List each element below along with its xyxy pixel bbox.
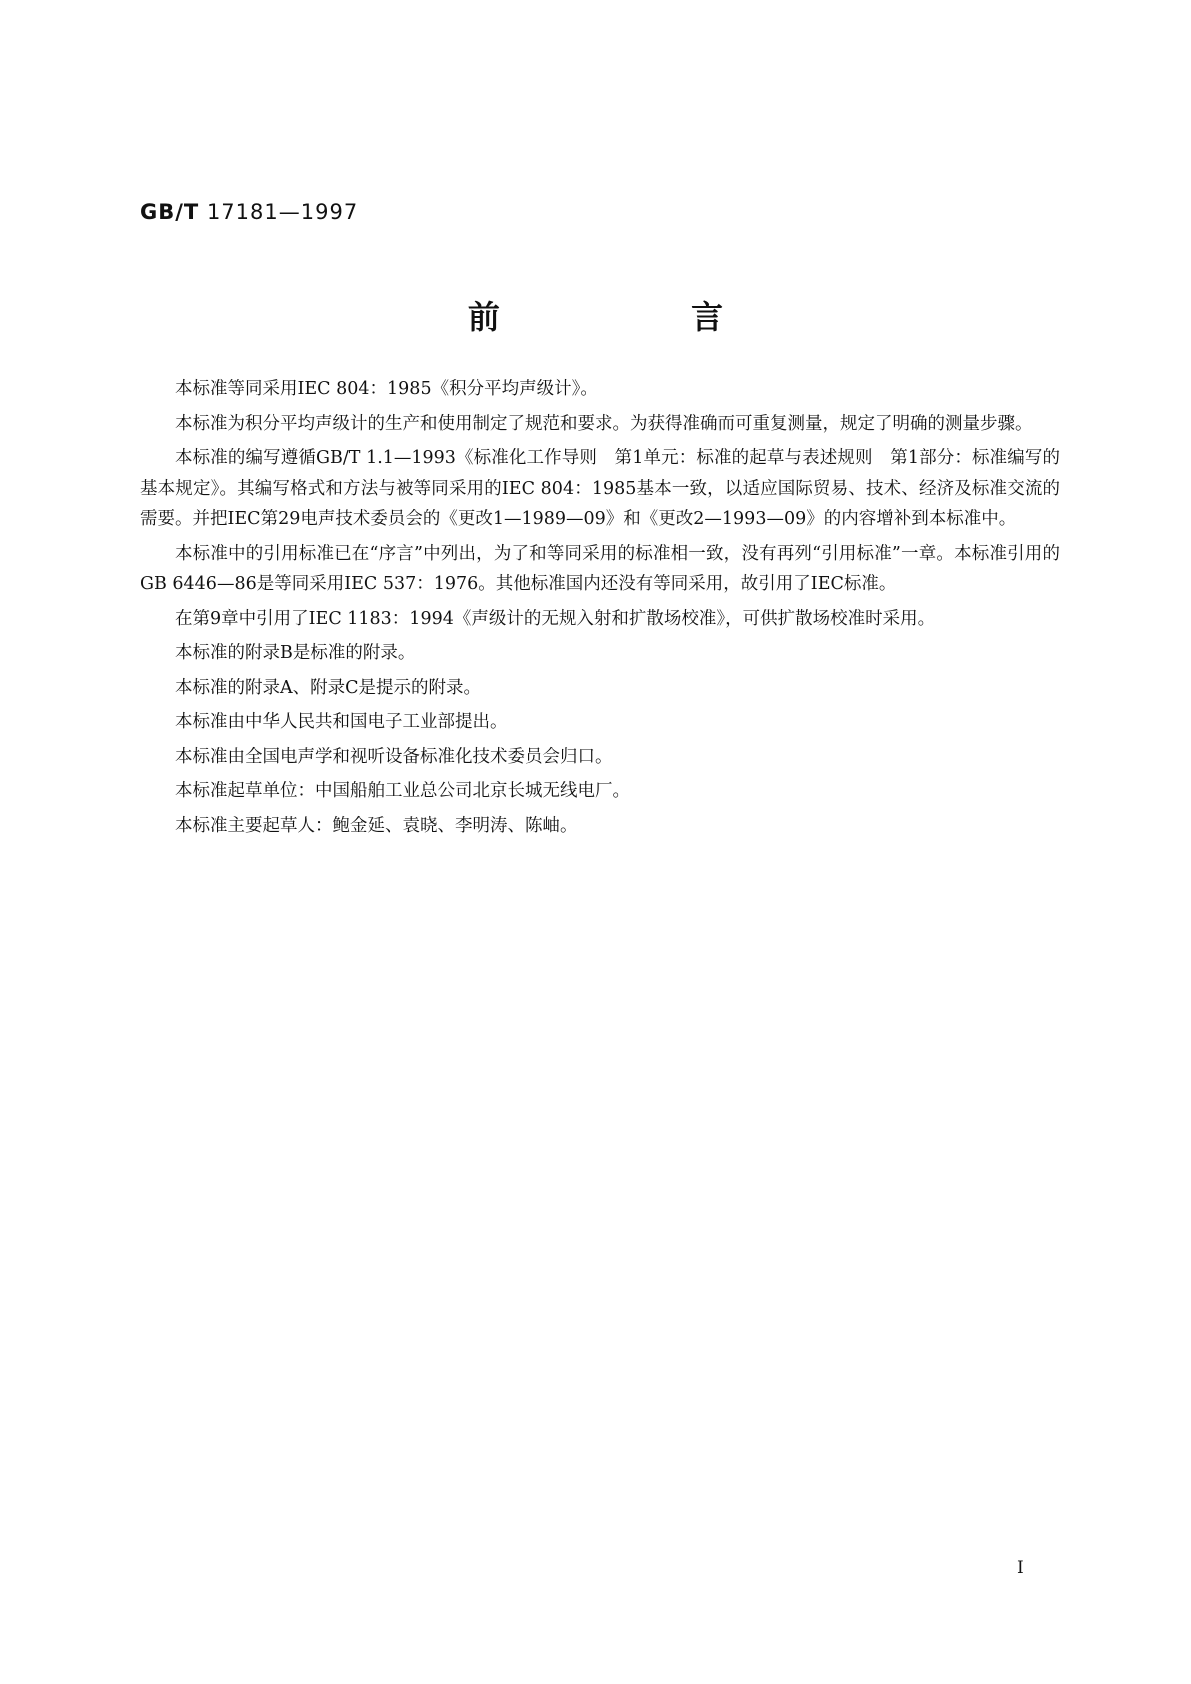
page-title: 前 言 [467, 298, 814, 336]
paragraph-11: 本标准主要起草人：鲍金延、袁晓、李明涛、陈岫。 [175, 815, 578, 836]
standard-code-prefix: GB/T [140, 200, 200, 224]
paragraph-2: 本标准为积分平均声级计的生产和使用制定了规范和要求。为获得准确而可重复测量，规定了明确的测量步骤。 [175, 413, 1033, 434]
paragraph-6: 本标准的附录B是标准的附录。 [175, 643, 416, 663]
foreword-body [140, 374, 1060, 845]
paragraph-10: 本标准起草单位：中国船舶工业总公司北京长城无线电厂。 [175, 781, 630, 801]
paragraph-4: 本标准中的引用标准已在“序言”中列出，为了和等同采用的标准相一致，没有再列“引用标准”一章。本标准引用的GB 6446—86是等同采用IEC 537：1976。其他标准国内还没有等同采用，故引用了IEC标准。 [140, 543, 1060, 594]
paragraph-8: 本标准由中华人民共和国电子工业部提出。 [175, 712, 508, 732]
paragraph-9: 本标准由全国电声学和视听设备标准化技术委员会归口。 [175, 746, 613, 767]
paragraph-1: 本标准等同采用IEC 804：1985《积分平均声级计》。 [175, 379, 598, 399]
paragraph-3: 本标准的编写遵循GB/T 1.1—1993《标准化工作导则 第1单元：标准的起草与表述规则 第1部分：标准编写的基本规定》。其编写格式和方法与被等同采用的IEC 804：1985基本一致，以适应国际贸易、技术、经济及标准交流的需要。并把IEC第29电声技术委员会的《更改1—1989—09》和《更改2—1993—09》的内容增补到本标准中。 [140, 448, 1060, 529]
page-number: I [1017, 1558, 1024, 1578]
paragraph-7: 本标准的附录A、附录C是提示的附录。 [175, 677, 482, 698]
standard-code-number: 17181—1997 [206, 200, 359, 224]
paragraph-5: 在第9章中引用了IEC 1183：1994《声级计的无规入射和扩散场校准》，可供扩散场校准时采用。 [175, 608, 936, 629]
standard-code [140, 200, 358, 224]
